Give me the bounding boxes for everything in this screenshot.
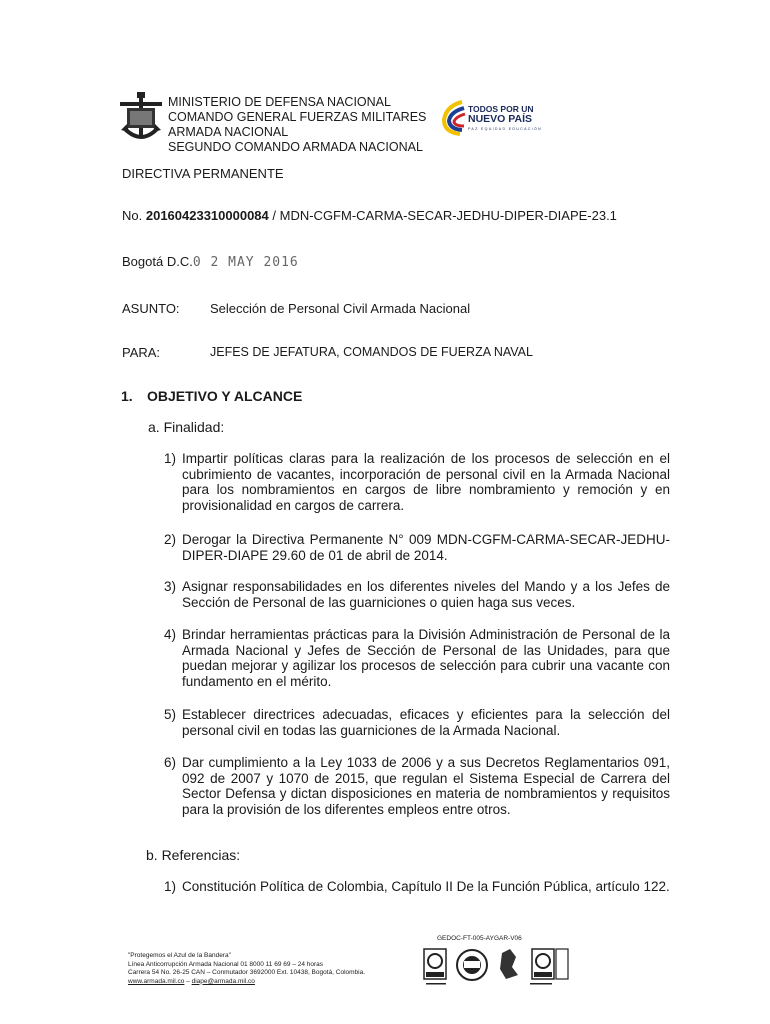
armada-emblem-logo [118, 90, 164, 146]
nuevo-pais-logo [438, 98, 542, 138]
list-item: 3) Asignar responsabilidades en los diferentes niveles del Mando y a los Jefes de Sección de Personal de las guarniciones o quien haga sus veces. [164, 579, 670, 610]
email-link[interactable]: diape@armada.mil.co [191, 977, 255, 985]
nuevo-pais-mark-icon [438, 98, 468, 138]
list-item: 1) Impartir políticas claras para la realización de los procesos de selección en el cubrimiento de vacantes, incorporación de personal civil en la Armada Nacional para los nombramientos en cargos de libre nombramiento y remoción y en provisionalidad en cargos de carrera. [164, 451, 670, 513]
number-rest: / MDN-CGFM-CARMA-SECAR-JEDHU-DIPER-DIAPE-23.1 [268, 208, 617, 223]
para-label: PARA: [122, 345, 161, 360]
para-value: JEFES DE JEFATURA, COMANDOS DE FUERZA NAVAL [210, 345, 533, 359]
date-line [122, 254, 299, 270]
section-number: 1. [121, 388, 133, 404]
form-code: GEDOC-FT-005-AYGAR-V06 [437, 935, 522, 942]
header-line: MINISTERIO DE DEFENSA NACIONAL [168, 95, 391, 109]
subsection-b-label: b. Referencias: [146, 847, 241, 863]
reference-item: 1) Constitución Política de Colombia, Capítulo II De la Función Pública, artículo 122. [164, 879, 670, 894]
header-line: SEGUNDO COMANDO ARMADA NACIONAL [168, 140, 423, 154]
footer-separator: – [184, 977, 192, 985]
list-item: 6) Dar cumplimiento a la Ley 1033 de 2006 y a sus Decretos Reglamentarios 091, 092 de 2007 y 1070 de 2015, que regulan el Sistema Especial de Carrera del Sector Defensa y dictan disposiciones en materia de nombramientos y requisitos para la provisión de los diferentes empleos entre otros. [164, 755, 670, 817]
list-item: 5) Establecer directrices adecuadas, eficaces y eficientes para la selección del personal civil en todas las guarniciones de la Armada Nacional. [164, 707, 670, 738]
document-number [122, 208, 617, 223]
number-prefix: No. [122, 208, 143, 223]
footer-line: "Protegemos el Azul de la Bandera" [128, 952, 231, 959]
section-heading [121, 388, 302, 404]
footer-info [128, 952, 365, 986]
footer-links [128, 978, 365, 987]
subsection-a-label: a. Finalidad: [148, 419, 225, 435]
header-line: COMANDO GENERAL FUERZAS MILITARES [168, 110, 427, 124]
doc-type: DIRECTIVA PERMANENTE [122, 166, 284, 181]
website-link[interactable]: www.armada.mil.co [128, 977, 185, 985]
number-code: 20160423310000084 [145, 208, 269, 223]
date-stamp: 0 2 MAY 2016 [192, 255, 299, 270]
asunto-value: Selección de Personal Civil Armada Nacional [210, 301, 471, 316]
date-place: Bogotá D.C. [122, 254, 193, 269]
logo-line: PAZ EQUIDAD EDUCACIÓN [468, 127, 542, 131]
header-line: ARMADA NACIONAL [168, 125, 289, 139]
footer-line: Línea Anticorrupción Armada Nacional 01 8000 11 69 69 – 24 horas [128, 960, 324, 968]
ministry-header [168, 95, 426, 155]
footer-line: Carrera 54 No. 26-25 CAN – Conmutador 3692000 Ext. 10438, Bogotá, Colombia. [128, 969, 366, 976]
section-title: OBJETIVO Y ALCANCE [147, 388, 303, 404]
list-item: 4) Brindar herramientas prácticas para la División Administración de Personal de la Armada Nacional y Jefes de Sección de Personal de las Unidades, para que puedan mejorar y agilizar los procesos de selección para cubrir una vacante con fundamento en el mérito. [164, 627, 670, 689]
list-item: 2) Derogar la Directiva Permanente N° 009 MDN-CGFM-CARMA-SECAR-JEDHU-DIPER-DIAPE 29.60 de 01 de abril de 2014. [164, 532, 670, 563]
logo-line: NUEVO PAÍS [468, 113, 532, 125]
certification-seals-icon [420, 945, 570, 987]
logo-line: TODOS POR UN [468, 104, 534, 114]
asunto-label: ASUNTO: [122, 301, 180, 316]
